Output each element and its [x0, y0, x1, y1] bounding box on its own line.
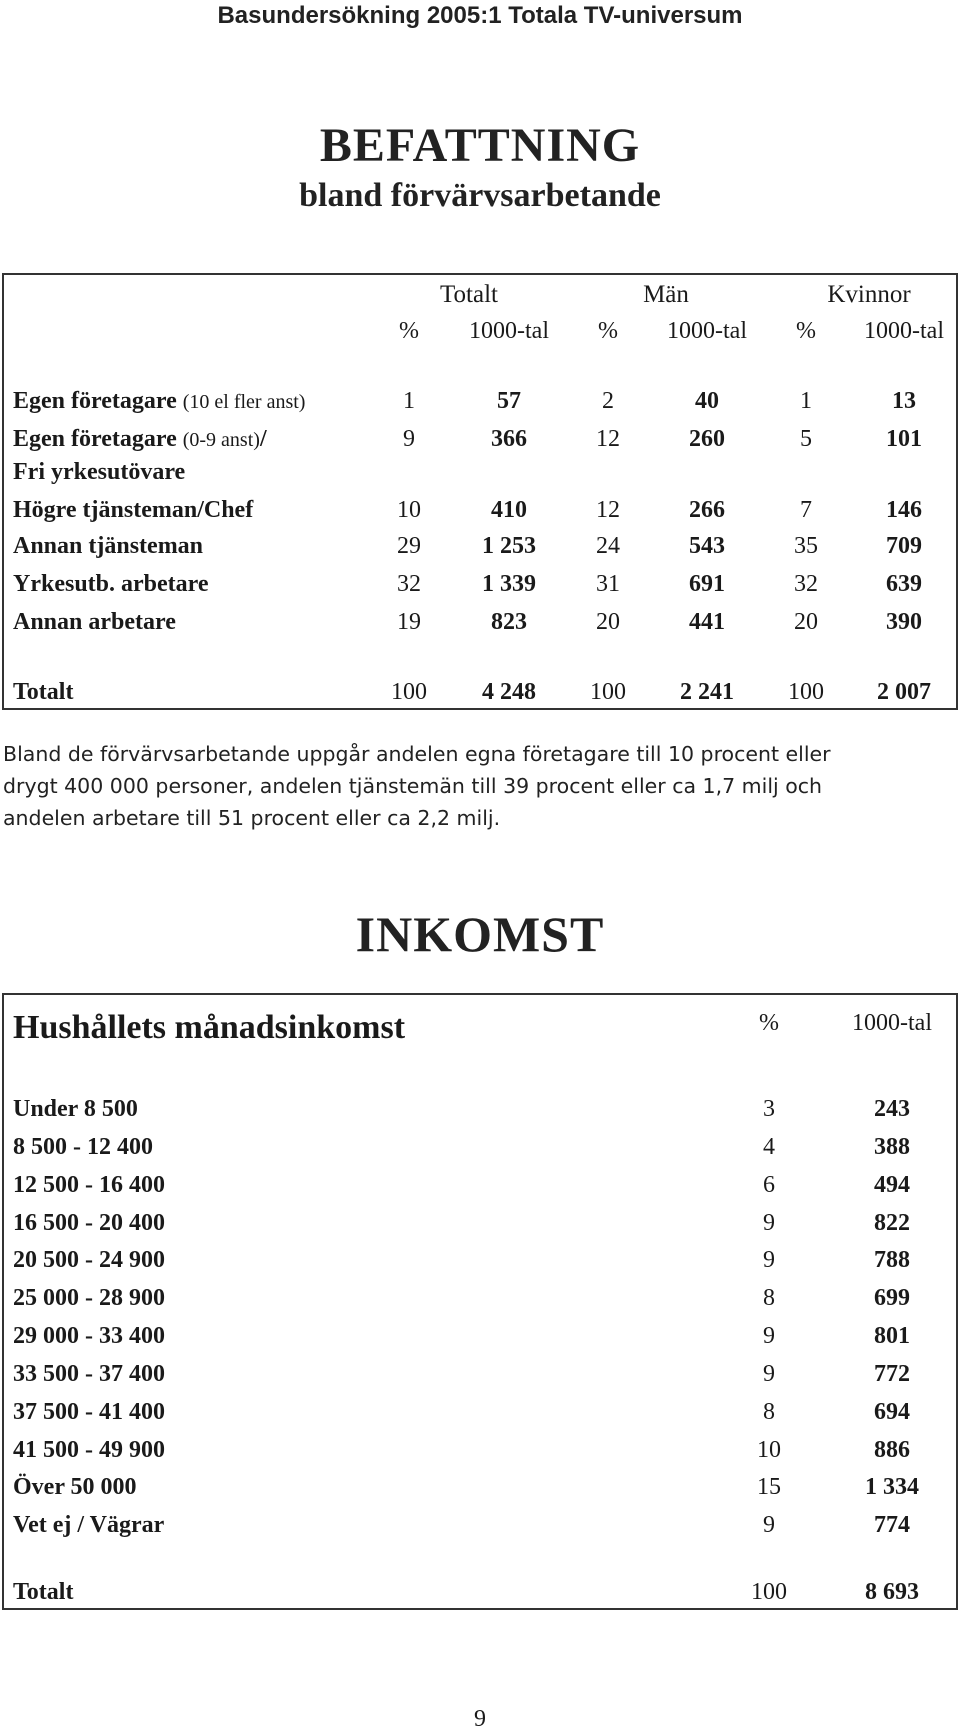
col-header-1000: 1000-tal — [852, 1010, 932, 1036]
table-cell: 1 339 — [482, 571, 536, 597]
table-cell: 9 — [403, 426, 415, 452]
table-cell: 4 248 — [482, 679, 536, 705]
table-total-label: Totalt — [13, 1579, 74, 1605]
table-cell: 35 — [794, 533, 818, 559]
table-row-label: Annan tjänsteman — [13, 533, 204, 559]
col-group-man: Män — [643, 281, 689, 308]
col-header-1000: 1000-tal — [667, 318, 747, 344]
table-row-label-line2: Fri yrkesutövare — [13, 459, 186, 485]
table-cell: 9 — [763, 1210, 775, 1236]
table-cell: 788 — [874, 1247, 910, 1273]
table-cell: 694 — [874, 1399, 910, 1425]
table-cell: 20 — [596, 609, 620, 635]
table-cell: 100 — [391, 679, 427, 705]
table-cell: 8 — [763, 1399, 775, 1425]
table-cell: 7 — [800, 497, 812, 523]
table-cell: 410 — [491, 497, 527, 523]
table-cell: 699 — [874, 1285, 910, 1311]
table-cell: 12 — [596, 426, 620, 452]
document-header: Basundersökning 2005:1 Totala TV-universum — [217, 2, 743, 29]
table-cell: 146 — [886, 497, 922, 523]
table-row-label: 16 500 - 20 400 — [13, 1210, 165, 1236]
table-cell: 100 — [590, 679, 626, 705]
table-cell: 441 — [689, 609, 725, 635]
table-cell: 2 007 — [877, 679, 931, 705]
table-cell: 57 — [497, 388, 521, 414]
col-header-pct: % — [399, 318, 419, 344]
table-total-label: Totalt — [13, 679, 74, 705]
inkomst-table — [2, 993, 958, 1610]
table-cell: 24 — [596, 533, 620, 559]
table-cell: 9 — [763, 1323, 775, 1349]
table-cell: 10 — [757, 1437, 781, 1463]
table-row-label: 33 500 - 37 400 — [13, 1361, 165, 1387]
table-cell: 100 — [751, 1579, 787, 1605]
paragraph-line: drygt 400 000 personer, andelen tjänstemän till 39 procent eller ca 1,7 milj och — [3, 774, 823, 798]
table-row-label: Egen företagare (10 el fler anst) — [13, 388, 306, 414]
table-cell: 494 — [874, 1172, 910, 1198]
table-cell: 31 — [596, 571, 620, 597]
col-header-1000: 1000-tal — [864, 318, 944, 344]
table-cell: 19 — [397, 609, 421, 635]
table-cell: 823 — [491, 609, 527, 635]
table-cell: 4 — [763, 1134, 775, 1160]
col-header-pct: % — [759, 1010, 779, 1036]
table-cell: 8 — [763, 1285, 775, 1311]
table-cell: 709 — [886, 533, 922, 559]
table-cell: 774 — [874, 1512, 910, 1538]
table-cell: 822 — [874, 1210, 910, 1236]
table-cell: 886 — [874, 1437, 910, 1463]
table-cell: 266 — [689, 497, 725, 523]
table-row-label: 25 000 - 28 900 — [13, 1285, 165, 1311]
befattning-table — [2, 273, 958, 710]
table-row-label: 12 500 - 16 400 — [13, 1172, 165, 1198]
table-row-label: Annan arbetare — [13, 609, 176, 635]
table-row-label: Högre tjänsteman/Chef — [13, 497, 254, 523]
inkomst-heading: Hushållets månadsinkomst — [13, 1009, 406, 1046]
table-cell: 12 — [596, 497, 620, 523]
table-cell: 1 253 — [482, 533, 536, 559]
summary-paragraph — [3, 738, 953, 834]
table-row-label: 37 500 - 41 400 — [13, 1399, 165, 1425]
table-cell: 543 — [689, 533, 725, 559]
table-cell: 6 — [763, 1172, 775, 1198]
table-cell: 9 — [763, 1512, 775, 1538]
table-cell: 9 — [763, 1361, 775, 1387]
table-cell: 101 — [886, 426, 922, 452]
table-row-label: 8 500 - 12 400 — [13, 1134, 153, 1160]
table-row-label: 29 000 - 33 400 — [13, 1323, 165, 1349]
table-row-label: Yrkesutb. arbetare — [13, 571, 209, 597]
table-cell: 5 — [800, 426, 812, 452]
paragraph-line: andelen arbetare till 51 procent eller ca 2,2 milj. — [3, 806, 501, 830]
table-cell: 1 — [800, 388, 812, 414]
table-cell: 13 — [892, 388, 916, 414]
table-cell: 388 — [874, 1134, 910, 1160]
table-cell: 15 — [757, 1474, 781, 1500]
col-group-kvinnor: Kvinnor — [827, 281, 911, 308]
col-header-pct: % — [598, 318, 618, 344]
table-cell: 801 — [874, 1323, 910, 1349]
table-cell: 2 — [602, 388, 614, 414]
table-cell: 9 — [763, 1247, 775, 1273]
col-header-1000: 1000-tal — [469, 318, 549, 344]
table-row-label: 20 500 - 24 900 — [13, 1247, 165, 1273]
table-row-label: Under 8 500 — [13, 1096, 138, 1122]
table-row-label: 41 500 - 49 900 — [13, 1437, 165, 1463]
table-cell: 3 — [763, 1096, 775, 1122]
table-cell: 2 241 — [680, 679, 734, 705]
table-cell: 29 — [397, 533, 421, 559]
page-number: 9 — [474, 1706, 486, 1732]
table-row-label: Vet ej / Vägrar — [13, 1512, 165, 1538]
table-cell: 40 — [695, 388, 719, 414]
col-group-totalt: Totalt — [440, 281, 498, 308]
table-row-label: Egen företagare (0-9 anst)/ — [13, 426, 267, 452]
inkomst-title: INKOMST — [355, 906, 605, 962]
table-cell: 1 334 — [865, 1474, 919, 1500]
table-cell: 390 — [886, 609, 922, 635]
table-cell: 243 — [874, 1096, 910, 1122]
table-cell: 639 — [886, 571, 922, 597]
col-header-pct: % — [796, 318, 816, 344]
table-cell: 772 — [874, 1361, 910, 1387]
paragraph-line: Bland de förvärvsarbetande uppgår andelen egna företagare till 10 procent eller — [3, 742, 831, 766]
befattning-subtitle: bland förvärvsarbetande — [299, 177, 661, 214]
table-cell: 32 — [794, 571, 818, 597]
table-row-label: Över 50 000 — [13, 1474, 137, 1500]
table-cell: 1 — [403, 388, 415, 414]
table-cell: 366 — [491, 426, 527, 452]
table-cell: 100 — [788, 679, 824, 705]
table-cell: 691 — [689, 571, 725, 597]
table-cell: 20 — [794, 609, 818, 635]
befattning-title: BEFATTNING — [319, 119, 641, 172]
table-cell: 260 — [689, 426, 725, 452]
table-cell: 10 — [397, 497, 421, 523]
table-cell: 8 693 — [865, 1579, 919, 1605]
table-cell: 32 — [397, 571, 421, 597]
